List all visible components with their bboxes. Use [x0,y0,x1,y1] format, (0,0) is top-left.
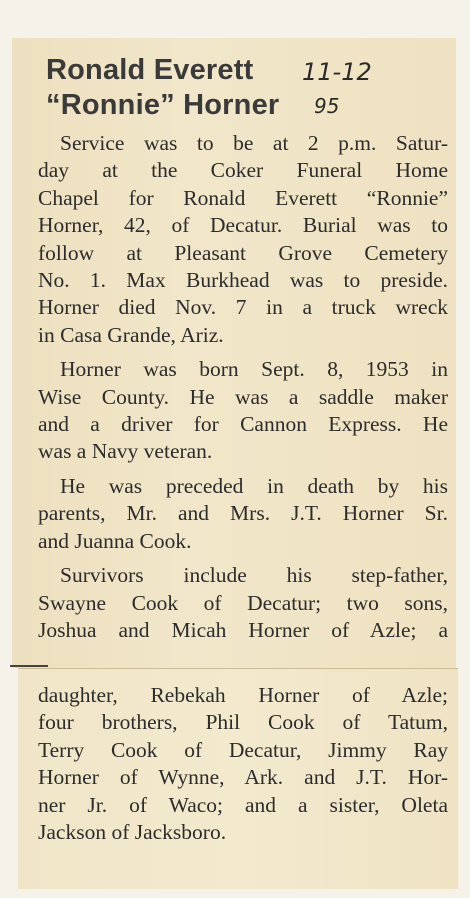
text-line: and Juanna Cook. [38,528,192,553]
text-line: He was preceded in death by his [60,473,448,498]
text-line: four brothers, Phil Cook of Tatum, [38,710,448,735]
text-line: Horner was born Sept. 8, 1953 in [60,357,448,382]
text-line: in Casa Grande, Ariz. [38,322,224,347]
text-line: Jackson of Jacksboro. [38,820,227,845]
paragraph-survivors [38,562,448,644]
text-line: Survivors include his step-father, [60,563,448,588]
headline-nickname: “Ronnie” Horner [46,89,280,121]
text-line: Joshua and Micah Horner of Azle; a [38,617,448,642]
text-line: follow at Pleasant Grove Cemetery [38,240,448,265]
text-line: Wise County. He was a saddle maker [38,384,448,409]
text-line: parents, Mr. and Mrs. J.T. Horner Sr. [38,501,448,526]
handwritten-date: 11-12 [302,58,372,86]
paragraph-preceded [38,473,448,555]
text-line: and a driver for Cannon Express. He [38,412,448,437]
text-line: Horner of Wynne, Ark. and J.T. Hor- [38,765,448,790]
text-line: ner Jr. of Waco; and a sister, Oleta [38,792,448,817]
text-line: day at the Coker Funeral Home [38,158,448,183]
text-line: Service was to be at 2 p.m. Satur- [60,131,448,155]
obituary-body-continued [38,682,448,846]
paragraph-birth [38,356,448,466]
handwritten-year: 95 [314,94,340,118]
text-line: Horner died Nov. 7 in a truck wreck [38,295,448,320]
text-line: Swayne Cook of Decatur; two sons, [38,590,448,615]
text-line: Horner, 42, of Decatur. Burial was to [38,213,448,238]
text-line: No. 1. Max Burkhead was to preside. [38,268,448,293]
text-line: Chapel for Ronald Everett “Ronnie” [38,185,448,210]
headline-name: Ronald Everett [46,54,254,86]
paragraph-service [38,130,448,349]
pen-underline-mark [10,665,48,667]
text-line: was a Navy veteran. [38,439,213,464]
text-line: Terry Cook of Decatur, Jimmy Ray [38,737,448,762]
text-line: daughter, Rebekah Horner of Azle; [38,683,448,707]
obituary-body [38,130,448,644]
